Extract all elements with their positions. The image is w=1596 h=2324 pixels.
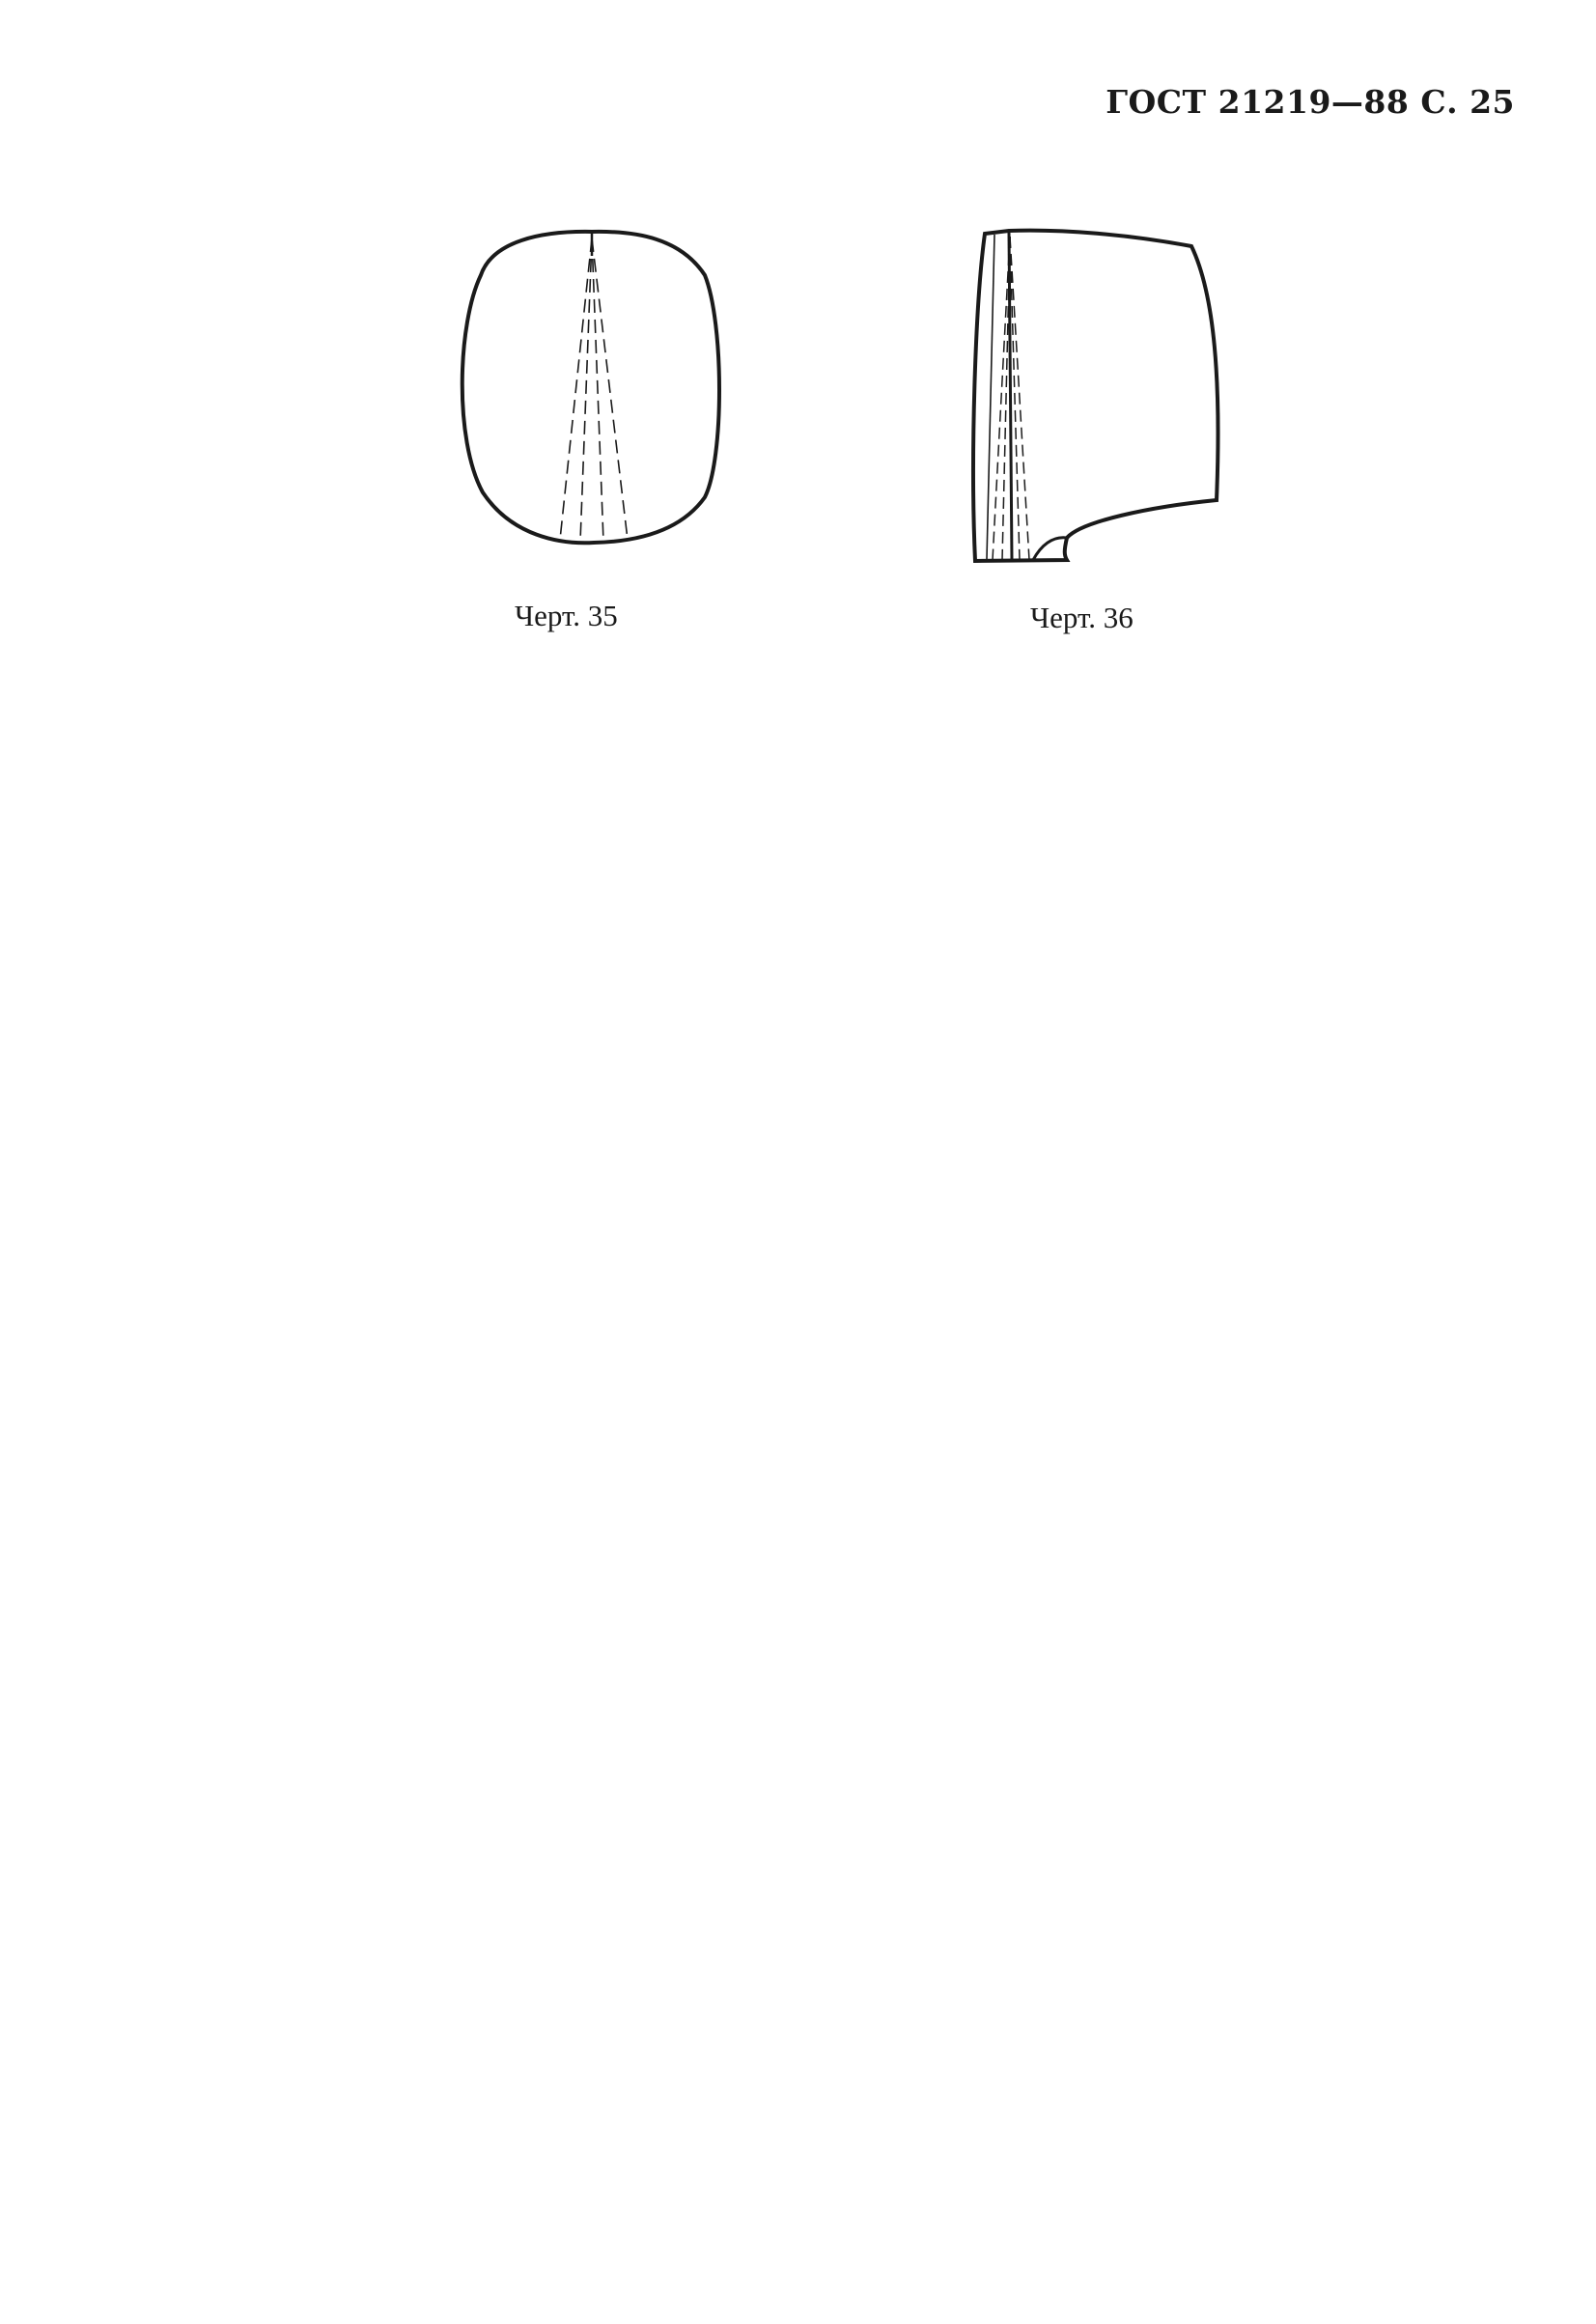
figure-36-drawing [956, 217, 1246, 574]
figure-36-strip-line [987, 235, 994, 559]
figure-35-drawing [444, 217, 734, 565]
figure-35-caption: Черт. 35 [515, 599, 618, 632]
page-header: ГОСТ 21219—88 С. 25 [1106, 83, 1515, 121]
figure-35-dart-line-left [560, 238, 592, 540]
figure-35-dart-line-left-inner [580, 238, 592, 542]
figure-35-outline [462, 232, 719, 543]
figure-36-caption: Черт. 36 [1030, 601, 1134, 634]
figure-36-notch [1033, 538, 1067, 560]
figure-36 [956, 217, 1246, 574]
figure-35 [444, 217, 734, 565]
figure-36-dart-line-a [993, 237, 1010, 560]
